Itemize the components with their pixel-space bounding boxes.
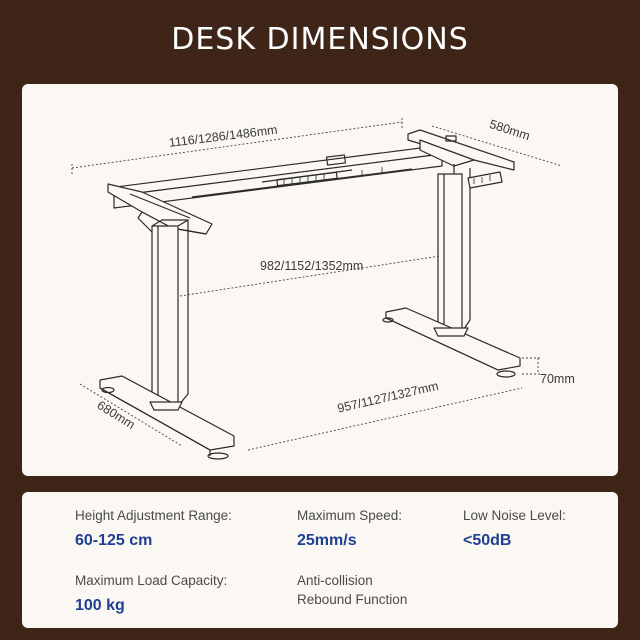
inner-span-dimension-label: 982/1152/1352mm (260, 259, 364, 273)
spec-max-speed (297, 506, 402, 550)
control-panel (468, 172, 502, 188)
spec-noise-level (463, 506, 566, 550)
spec-height-adjustment (75, 506, 232, 550)
spec-anti-collision (297, 571, 407, 609)
spec-height-label: Height Adjustment Range: (75, 508, 232, 523)
spec-anti-collision-label: Anti-collision Rebound Function (297, 573, 408, 607)
foot-span-dimension-label: 957/1127/1327mm (336, 378, 440, 416)
spec-max-load (75, 571, 227, 615)
dimension-diagram (22, 84, 618, 476)
spec-load-value: 100 kg (75, 597, 125, 614)
width-dimension-label: 1116/1286/1486mm (168, 122, 279, 150)
foot-length-dimension-label: 680mm (94, 398, 138, 432)
spec-noise-label: Low Noise Level: (463, 508, 566, 523)
spec-load-label: Maximum Load Capacity: (75, 573, 228, 588)
right-leg (438, 168, 470, 332)
depth-dimension-label: 580mm (487, 117, 532, 144)
top-beam (108, 146, 442, 208)
page-title: DESK DIMENSIONS (171, 22, 469, 57)
foot-height-dimension-label: 70mm (540, 372, 575, 386)
spec-speed-label: Maximum Speed: (297, 508, 403, 523)
left-leg (152, 220, 188, 406)
spec-height-value: 60-125 cm (75, 532, 153, 549)
specs-panel (22, 492, 618, 628)
spec-speed-value: 25mm/s (297, 532, 357, 549)
spec-noise-value: <50dB (463, 532, 512, 549)
